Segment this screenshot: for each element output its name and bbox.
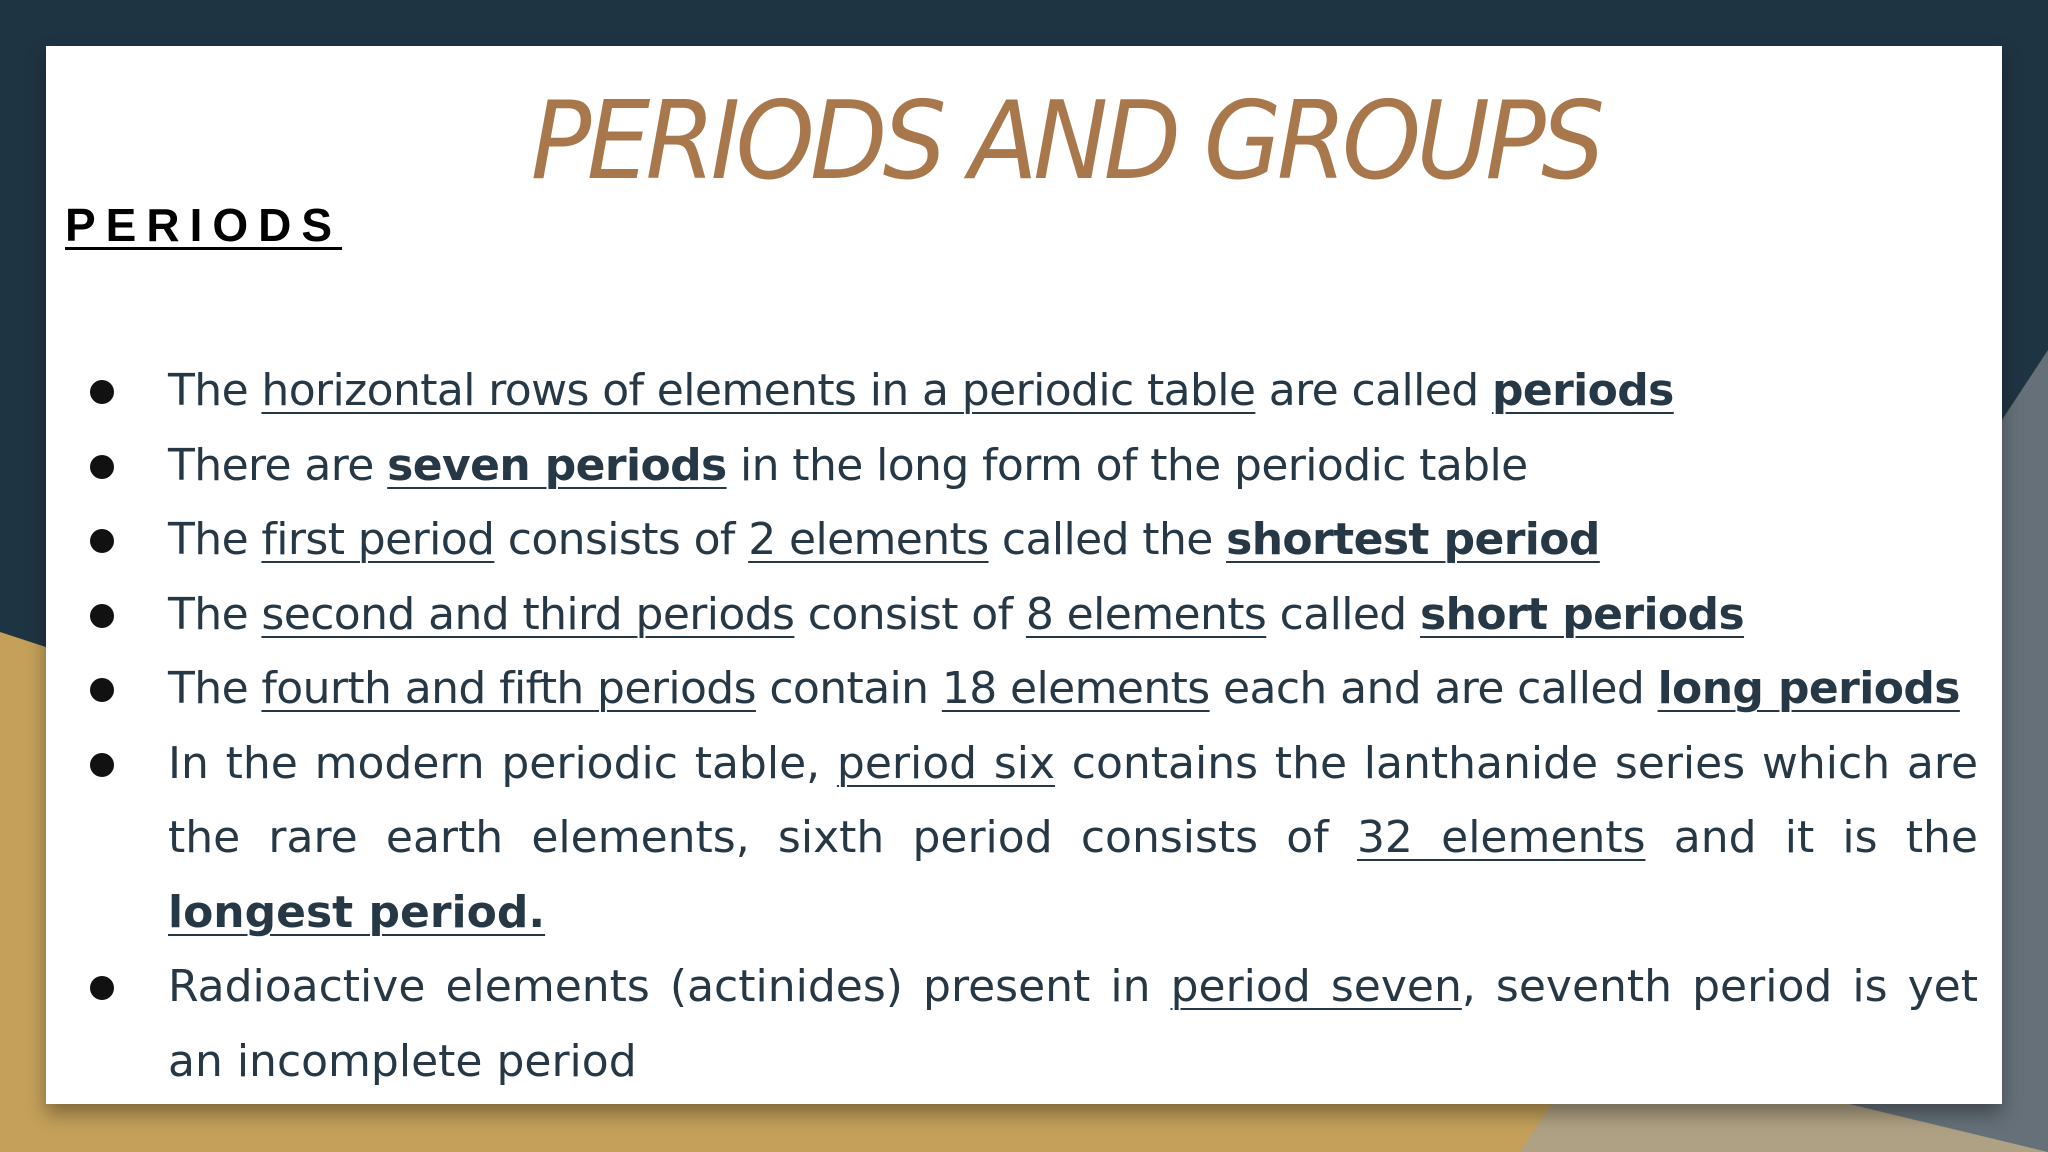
underlined-text: 8 elements (1025, 588, 1267, 640)
key-term-text: long periods (1657, 663, 1960, 714)
bullet-text: contain (755, 663, 942, 714)
bullet-text: consist of (794, 588, 1026, 640)
bullet-text: Radioactive elements (actinides) present in (168, 961, 1171, 1012)
bullet-text: The (168, 514, 262, 565)
underlined-text: fourth and fifth periods (261, 663, 756, 714)
bullet-dot-icon (90, 529, 114, 553)
bullet-text: In the modern periodic table, (168, 737, 837, 789)
bullet-list (46, 354, 2002, 1099)
bullet-item (46, 429, 2002, 504)
bullet-dot-icon (90, 380, 114, 404)
bullet-item (46, 354, 2002, 429)
bullet-text: called (1266, 588, 1421, 640)
key-term-text: short periods (1420, 588, 1745, 640)
underlined-text: horizontal rows of elements in a periodic table (261, 365, 1256, 416)
bullet-text: There are (168, 439, 388, 491)
slide-card (46, 46, 2002, 1104)
bullet-dot-icon (90, 976, 114, 1000)
key-term-text: longest period. (168, 886, 546, 938)
key-term-text: shortest period (1226, 514, 1600, 565)
bullet-item (46, 727, 2002, 951)
underlined-text: period six (836, 737, 1056, 789)
bullet-dot-icon (90, 678, 114, 702)
bullet-text: each and are called (1209, 663, 1658, 714)
underlined-text: period seven (1170, 961, 1462, 1012)
bullet-item (46, 950, 2002, 1099)
bullet-text: and it is the (1645, 812, 1978, 863)
bullet-text: called the (988, 514, 1227, 565)
bullet-item (46, 578, 2002, 653)
bullet-text: are called (1255, 365, 1492, 416)
bullet-dot-icon (90, 753, 114, 777)
bullet-text: , seventh period is yet an incomplete period (168, 961, 1978, 1087)
bullet-text: contains the lanthanide series which are the rare earth elements, sixth period consists of (168, 737, 1979, 863)
underlined-text: 18 elements (941, 663, 1210, 714)
bullet-item (46, 652, 2002, 727)
underlined-text: 32 elements (1356, 812, 1646, 863)
key-term-text: seven periods (387, 439, 727, 491)
bullet-text: consists of (494, 514, 749, 565)
bullet-dot-icon (90, 604, 114, 628)
bullet-dot-icon (90, 455, 114, 479)
underlined-text: 2 elements (748, 514, 989, 565)
slide-title (119, 79, 1938, 204)
bullet-text: The (168, 663, 262, 714)
key-term-text: periods (1491, 365, 1674, 416)
section-heading-periods: PERIODS (65, 199, 343, 251)
bullet-text: The (168, 365, 262, 416)
bullet-text: The (168, 588, 262, 640)
bullet-item (46, 503, 2002, 578)
bullet-text: in the long form of the periodic table (726, 439, 1528, 491)
underlined-text: first period (261, 514, 495, 565)
underlined-text: second and third periods (261, 588, 795, 640)
slide-title-text: PERIODS AND GROUPS (530, 79, 1601, 204)
